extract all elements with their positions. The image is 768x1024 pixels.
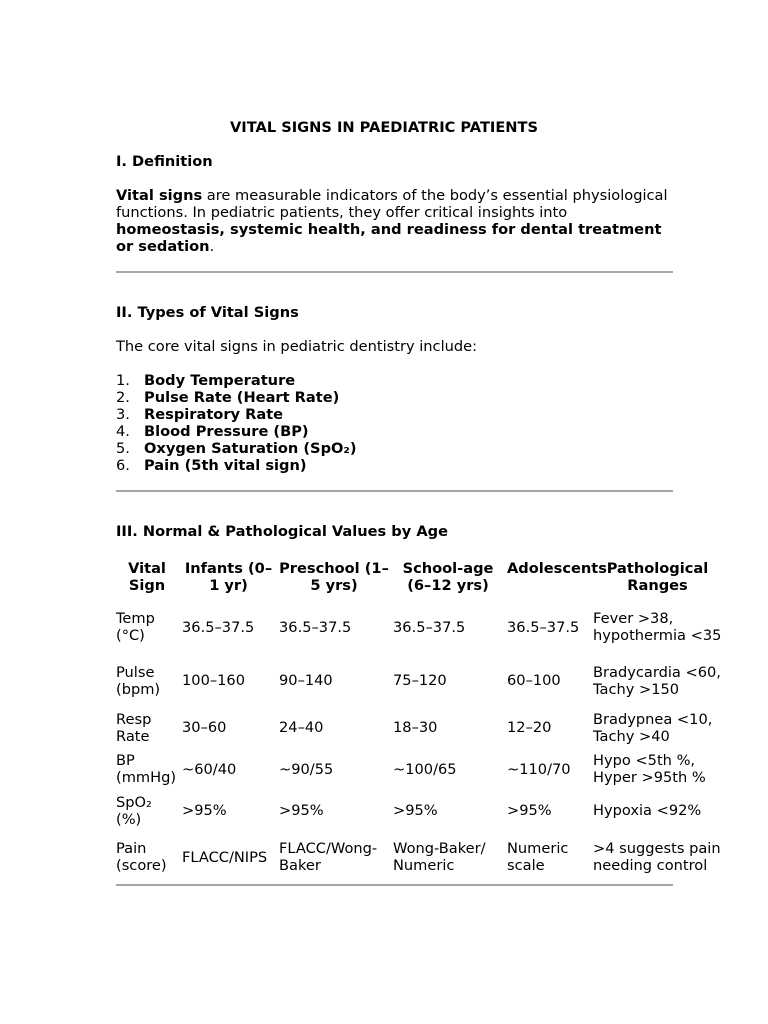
table-cell: 36.5–37.5 xyxy=(279,618,352,636)
column-header: Vital Sign xyxy=(128,560,166,594)
table-cell: Pain (score) xyxy=(116,840,167,874)
table-row xyxy=(114,831,724,883)
table-cell: ~90/55 xyxy=(279,760,334,778)
table-cell: Temp (°C) xyxy=(116,610,155,644)
table-cell: 18–30 xyxy=(393,719,438,736)
table-cell: FLACC/NIPS xyxy=(182,848,268,866)
table-cell: >95% xyxy=(393,802,438,819)
table-cell: Pulse (bpm) xyxy=(116,663,161,698)
section-divider xyxy=(116,884,673,886)
list-item xyxy=(116,372,357,389)
list-item xyxy=(116,406,357,423)
table-cell: >95% xyxy=(279,802,324,819)
table-cell: >4 suggests pain needing control xyxy=(593,840,721,874)
list-label: Body Temperature xyxy=(144,372,296,389)
definition-text: are measurable indicators of the body’s essential physiological functions. In pediatric patients, they offer critical insights into xyxy=(116,187,668,221)
table-row xyxy=(114,790,724,831)
table-cell: 75–120 xyxy=(393,672,447,689)
table-cell: BP (mmHg) xyxy=(116,752,177,786)
table-cell: 24–40 xyxy=(279,719,324,736)
section-definition-heading: I. Definition xyxy=(116,153,213,170)
table-cell: SpO₂ (%) xyxy=(116,793,152,828)
table-cell: Bradypnea <10, Tachy >40 xyxy=(593,710,713,745)
types-intro: The core vital signs in pediatric dentistry include: xyxy=(116,338,478,355)
list-label: Blood Pressure (BP) xyxy=(144,423,309,440)
list-number: 3. xyxy=(116,406,130,423)
list-item xyxy=(116,440,357,457)
table-cell: 12–20 xyxy=(507,719,552,736)
list-number: 5. xyxy=(116,440,130,457)
table-cell: ~110/70 xyxy=(507,760,571,778)
table-header-row xyxy=(114,560,724,600)
definition-end: . xyxy=(209,238,215,255)
section-values-heading: III. Normal & Pathological Values by Age xyxy=(116,523,448,540)
section-divider xyxy=(116,271,673,273)
table-cell: Hypoxia <92% xyxy=(593,802,702,819)
table-cell: 36.5–37.5 xyxy=(507,618,580,636)
table-cell: 60–100 xyxy=(507,672,561,689)
table-row xyxy=(114,707,724,748)
list-number: 4. xyxy=(116,423,130,440)
table-row xyxy=(114,654,724,707)
list-number: 2. xyxy=(116,389,130,406)
list-label: Pulse Rate (Heart Rate) xyxy=(144,389,340,406)
table-cell: ~100/65 xyxy=(393,760,457,778)
table-cell: ~60/40 xyxy=(182,760,237,778)
column-header: Preschool (1–5 yrs) xyxy=(279,560,389,594)
table-cell: Resp Rate xyxy=(116,710,152,745)
table-cell: FLACC/Wong-Baker xyxy=(279,840,378,874)
table-cell: 30–60 xyxy=(182,719,227,736)
definition-bold-lead: Vital signs xyxy=(116,187,203,204)
list-number: 6. xyxy=(116,457,130,474)
list-item xyxy=(116,457,357,474)
definition-paragraph xyxy=(116,187,676,255)
list-label: Pain (5th vital sign) xyxy=(144,457,307,474)
list-number: 1. xyxy=(116,372,130,389)
list-label: Respiratory Rate xyxy=(144,406,284,423)
list-item xyxy=(116,423,357,440)
table-row xyxy=(114,748,724,790)
vital-signs-list xyxy=(116,372,357,474)
table-cell: Fever >38, hypothermia <35 xyxy=(593,610,722,644)
list-label: Oxygen Saturation (SpO₂) xyxy=(144,440,357,457)
table-cell: Hypo <5th %, Hyper >95th % xyxy=(593,752,706,786)
column-header: Pathological Ranges xyxy=(606,560,709,594)
table-cell: 100–160 xyxy=(182,672,246,689)
table-cell: 36.5–37.5 xyxy=(393,618,466,636)
table-cell: Bradycardia <60, Tachy >150 xyxy=(593,663,721,698)
section-types-heading: II. Types of Vital Signs xyxy=(116,304,299,321)
table-row xyxy=(114,600,724,654)
document-title: VITAL SIGNS IN PAEDIATRIC PATIENTS xyxy=(230,119,538,136)
column-header: Infants (0–1 yr) xyxy=(184,560,273,594)
table-cell: Numeric scale xyxy=(507,840,569,874)
table-cell: Wong-Baker/ Numeric xyxy=(393,840,486,874)
table-cell: >95% xyxy=(507,802,552,819)
table-cell: 36.5–37.5 xyxy=(182,618,255,636)
table-cell: 90–140 xyxy=(279,672,333,689)
table-cell: >95% xyxy=(182,802,227,819)
column-header: School-age (6–12 yrs) xyxy=(402,560,494,594)
definition-bold-emphasis: homeostasis, systemic health, and readiness for dental treatment or sedation xyxy=(116,221,662,255)
section-divider xyxy=(116,490,673,492)
vital-values-table xyxy=(114,560,724,883)
list-item xyxy=(116,389,357,406)
column-header: Adolescents xyxy=(507,560,607,577)
